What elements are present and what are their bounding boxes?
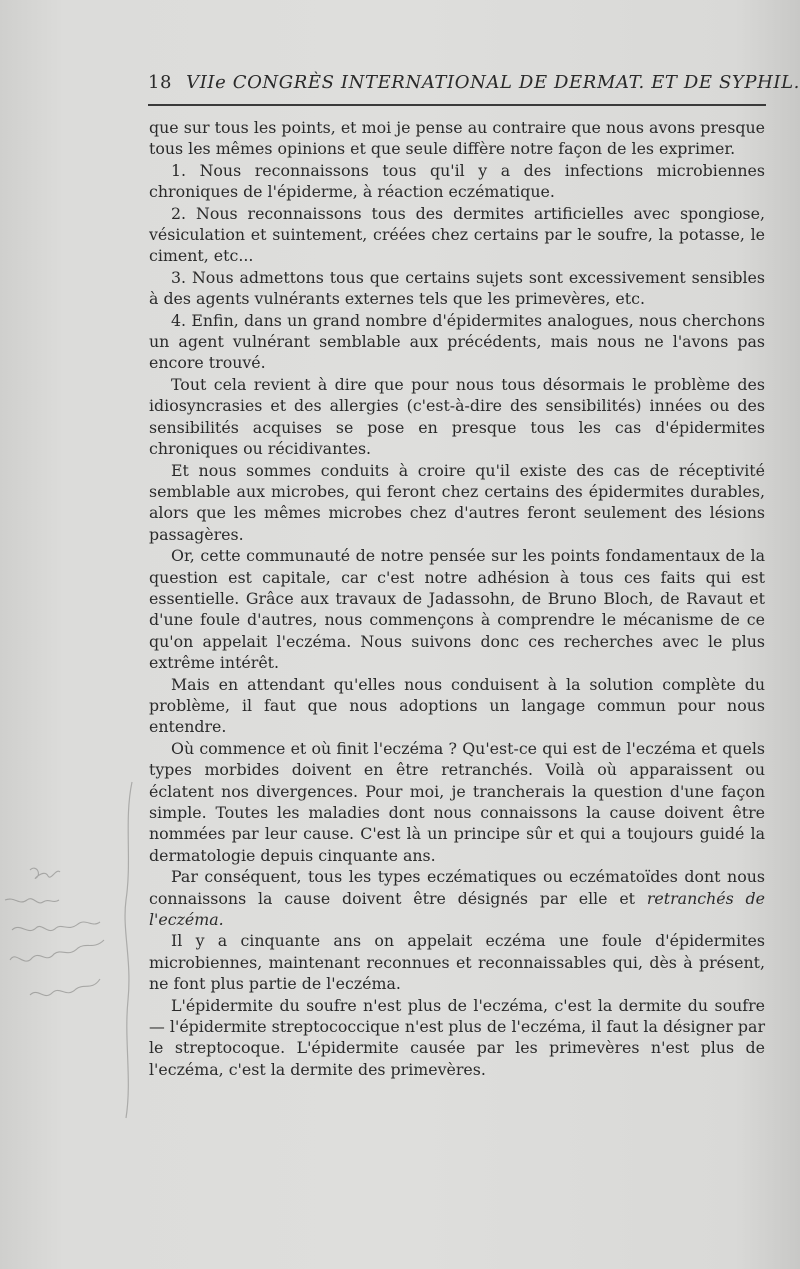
paragraph: Mais en attendant qu'elles nous conduisent à la solution complète du problème, il faut que nous adoptions un langage commun pour nous entendre. [149,674,765,737]
handwritten-margin-note [0,860,140,1040]
paragraph: 3. Nous admettons tous que certains sujets sont excessivement sensibles à des agents vulnérants externes tels que les primevères, etc. [149,267,765,309]
body-text [149,117,765,1080]
page-number: 18 [148,72,173,93]
paragraph: Tout cela revient à dire que pour nous tous désormais le problème des idiosyncrasies et des allergies (c'est-à-dire des sensibilités) innées ou des sensibilités acquises se pose en presque tous les cas d'épidermites chroniques ou récidivantes. [149,374,765,459]
paragraph-text: Par conséquent, tous les types eczématiques ou eczématoïdes dont nous connaissons la cause doivent être désignés par elle et [149,867,765,908]
paragraph: Et nous sommes conduits à croire qu'il existe des cas de réceptivité semblable aux microbes, qui feront chez certains des épidermites durables, alors que les mêmes microbes chez d'autres feront seulement des lésions passagères. [149,460,765,544]
paragraph: 4. Enfin, dans un grand nombre d'épidermites analogues, nous cherchons un agent vulnérant semblable aux précédents, mais nous ne l'avons pas encore trouvé. [149,310,765,373]
paragraph: 1. Nous reconnaissons tous qu'il y a des infections microbiennes chroniques de l'épiderme, à réaction eczématique. [149,160,765,202]
running-header [148,72,800,93]
paragraph: Il y a cinquante ans on appelait eczéma une foule d'épidermites microbiennes, maintenant reconnues et reconnaissables qui, dès à présent, ne font plus partie de l'eczéma. [149,931,765,994]
paragraph: Où commence et où finit l'eczéma ? Qu'est-ce qui est de l'eczéma et quels types morbides doivent en être retranchés. Voilà où apparaissent ou éclatent nos divergences. Pour moi, je trancherais la question d'une façon simple. Toutes les maladies dont nous connaissons la cause doivent être nommées par leur cause. C'est là un principe sûr et qui a toujours guidé la dermatologie depuis cinquante ans. [149,738,765,865]
paragraph: L'épidermite du soufre n'est plus de l'eczéma, c'est la dermite du soufre — l'épidermite streptococcique n'est plus de l'eczéma, il faut la désigner par le streptocoque. L'épidermite causée par les primevères n'est plus de l'eczéma, c'est la dermite des primevères. [149,995,765,1079]
paragraph-italic: retranchés de l'eczéma. [149,888,765,930]
paragraph: 2. Nous reconnaissons tous des dermites artificielles avec spongiose, vésiculation et suintement, créées chez certains par le soufre, la potasse, le ciment, etc... [149,203,765,266]
paragraph: que sur tous les points, et moi je pense au contraire que nous avons presque tous les mêmes opinions et que seule diffère notre façon de les exprimer. [149,118,765,159]
paragraph: Or, cette communauté de notre pensée sur les points fondamentaux de la question est capitale, car c'est notre adhésion à tous ces faits qui est essentielle. Grâce aux travaux de Jadassohn, de Bruno Bloch, de Ravaut et d'une foule d'autres, nous commençons à comprendre le mécanisme de ce qu'on appelait l'eczéma. Nous suivons donc ces recherches avec le plus extrême intérêt. [149,546,765,673]
header-rule [148,104,766,106]
running-title: VIIe CONGRÈS INTERNATIONAL DE DERMAT. ET DE SYPHIL. [186,72,800,93]
paragraph [149,866,765,930]
